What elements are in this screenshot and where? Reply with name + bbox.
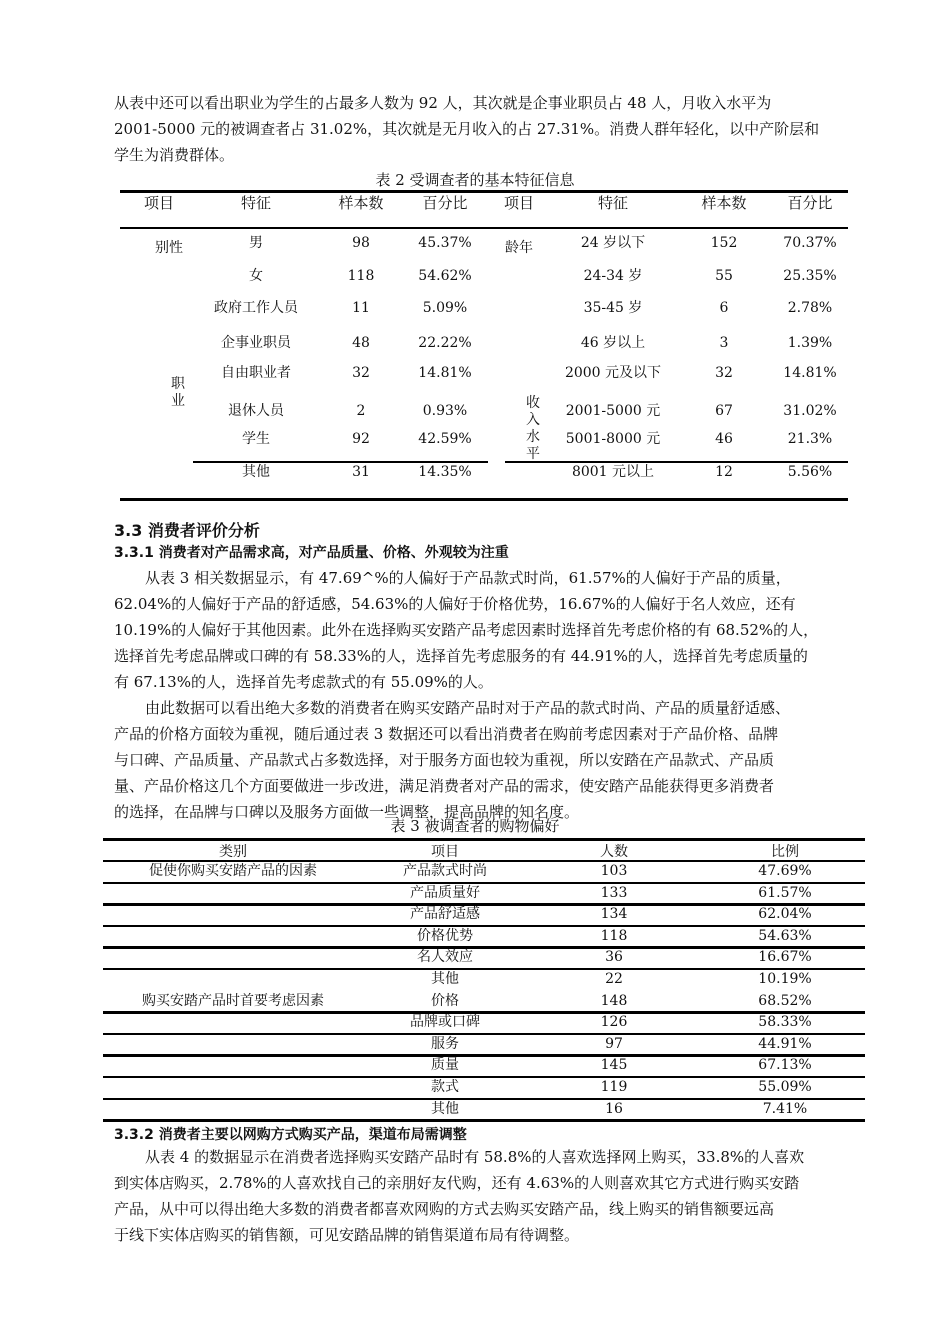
table3-cell: 119 bbox=[600, 1079, 628, 1095]
text-line: 有 67.13%的人，选择首先考虑款式的有 55.09%的人。 bbox=[114, 673, 493, 691]
table2-cell: 2001-5000 元 bbox=[565, 403, 661, 419]
table2-cell: 152 bbox=[710, 235, 738, 251]
table2-header: 项目 bbox=[503, 194, 535, 212]
text-line: 产品，从中可以得出绝大多数的消费者都喜欢网购的方式去购买安踏产品，线上购买的销售额要远高 bbox=[114, 1200, 775, 1218]
table3-cell: 67.13% bbox=[758, 1057, 812, 1074]
table2-cell: 98 bbox=[352, 235, 370, 251]
table2-group-income: 收入水平 bbox=[526, 395, 540, 462]
table2-cell: 32 bbox=[715, 365, 733, 381]
table2-cell: 45.37% bbox=[418, 235, 472, 251]
table-rule bbox=[103, 925, 865, 928]
table3-header: 人数 bbox=[600, 844, 628, 860]
table2-cell: 2.78% bbox=[787, 300, 833, 316]
table2-header: 特征 bbox=[240, 194, 272, 212]
table2-cell: 14.81% bbox=[418, 365, 472, 381]
section-3-3-2-paragraph bbox=[114, 1144, 854, 1248]
table2-cell: 42.59% bbox=[418, 431, 472, 447]
table2-cell: 31 bbox=[352, 464, 370, 480]
table3-cell: 44.91% bbox=[758, 1035, 812, 1052]
table3-cell: 145 bbox=[600, 1057, 628, 1074]
table2-cell: 12 bbox=[715, 464, 733, 480]
text-line: 从表中还可以看出职业为学生的占最多人数为 92 人，其次就是企事业职员占 48 人，月收入水平为 bbox=[114, 94, 772, 112]
table2-cell: 118 bbox=[347, 268, 375, 284]
table3-cell: 36 bbox=[605, 949, 623, 966]
table2-cell: 14.81% bbox=[783, 365, 837, 381]
table-rule bbox=[103, 838, 865, 841]
table3-header: 类别 bbox=[219, 844, 247, 860]
table2-cell: 1.39% bbox=[787, 335, 833, 351]
table-rule bbox=[103, 1098, 865, 1101]
table-rule bbox=[103, 1033, 865, 1036]
table2-cell: 学生 bbox=[242, 431, 270, 447]
table3-cell: 68.52% bbox=[758, 992, 812, 1009]
table-rule bbox=[193, 461, 488, 463]
table2-cell: 31.02% bbox=[783, 403, 837, 419]
table2-cell: 67 bbox=[715, 403, 733, 419]
table2-header: 样本数 bbox=[338, 194, 384, 212]
table3-header: 比例 bbox=[771, 844, 799, 860]
table-rule bbox=[103, 1011, 865, 1014]
table2-cell: 8001 元以上 bbox=[571, 464, 655, 480]
table3-cell: 58.33% bbox=[758, 1014, 812, 1031]
table2-cell: 22.22% bbox=[418, 335, 472, 351]
table2-cell: 5.56% bbox=[787, 464, 833, 480]
table3-cell: 其他 bbox=[431, 1100, 459, 1117]
table3-caption: 表 3 被调查者的购物偏好 bbox=[390, 817, 560, 835]
table2-header: 特征 bbox=[597, 194, 629, 212]
section-3-3-heading: 3.3 消费者评价分析 bbox=[114, 521, 260, 540]
text-line: 2001-5000 元的被调查者占 31.02%，其次就是无月收入的占 27.31%。消费人群年轻化，以中产阶层和 bbox=[114, 120, 820, 138]
table3-cell: 103 bbox=[600, 863, 628, 879]
intro-paragraph bbox=[114, 90, 854, 168]
table3-cell: 118 bbox=[600, 927, 628, 944]
table3-cell: 产品舒适感 bbox=[410, 906, 480, 923]
text-line: 62.04%的人偏好于产品的舒适感，54.63%的人偏好于价格优势，16.67%的人偏好于名人效应，还有 bbox=[114, 595, 796, 613]
section-3-3-1-heading: 3.3.1 消费者对产品需求高，对产品质量、价格、外观较为注重 bbox=[114, 545, 509, 561]
table3-cell: 品牌或口碑 bbox=[410, 1014, 480, 1031]
table-rule bbox=[120, 498, 848, 501]
table3-cell: 款式 bbox=[431, 1079, 459, 1095]
table3-cell: 产品质量好 bbox=[410, 884, 480, 901]
table3-cell: 名人效应 bbox=[417, 949, 473, 966]
text-line: 与口碑、产品质量、产品款式占多数选择，对于服务方面也较为重视，所以安踏在产品款式、产品质 bbox=[114, 751, 775, 769]
table2-cell: 25.35% bbox=[783, 268, 837, 284]
table3-cell: 7.41% bbox=[762, 1100, 808, 1117]
text-line: 产品的价格方面较为重视，随后通过表 3 数据还可以看出消费者在购前考虑因素对于产品价格、品牌 bbox=[114, 725, 779, 743]
table2-cell: 54.62% bbox=[418, 268, 472, 284]
table2-cell: 14.35% bbox=[418, 464, 472, 480]
table2-cell: 男 bbox=[249, 235, 263, 251]
table3-cell: 55.09% bbox=[758, 1079, 812, 1095]
table3-cell: 价格 bbox=[431, 992, 459, 1009]
table2-header: 项目 bbox=[143, 194, 175, 212]
table-rule bbox=[103, 1076, 865, 1079]
table2-cell: 48 bbox=[352, 335, 370, 351]
text-line: 由此数据可以看出绝大多数的消费者在购买安踏产品时对于产品的款式时尚、产品的质量舒适感、 bbox=[145, 699, 791, 717]
text-line: 的选择，在品牌与口碑以及服务方面做一些调整，提高品牌的知名度。 bbox=[114, 803, 580, 821]
table-rule bbox=[103, 1119, 865, 1122]
table2-cell: 24-34 岁 bbox=[583, 268, 643, 284]
section-3-3-1-paragraph-1 bbox=[114, 565, 854, 695]
table3-cell: 47.69% bbox=[758, 863, 812, 879]
table2-cell: 32 bbox=[352, 365, 370, 381]
table2-cell: 92 bbox=[352, 431, 370, 447]
text-line: 从表 4 的数据显示在消费者选择购买安踏产品时有 58.8%的人喜欢选择网上购买，33.8%的人喜欢 bbox=[145, 1148, 805, 1166]
table2-cell: 21.3% bbox=[787, 431, 833, 447]
table3-cell: 质量 bbox=[431, 1057, 459, 1074]
table2-cell: 0.93% bbox=[422, 403, 468, 419]
table2-cell: 2000 元及以下 bbox=[564, 365, 662, 381]
text-line: 选择首先考虑品牌或口碑的有 58.33%的人，选择首先考虑服务的有 44.91%的人，选择首先考虑质量的 bbox=[114, 647, 808, 665]
table2-cell: 70.37% bbox=[783, 235, 837, 251]
table3-cell: 其他 bbox=[431, 971, 459, 987]
table3-cell: 133 bbox=[600, 884, 628, 901]
table2-cell: 女 bbox=[249, 268, 263, 284]
table2-cell: 35-45 岁 bbox=[583, 300, 643, 316]
table3-cell: 促使你购买安踏产品的因素 bbox=[149, 863, 317, 879]
table2-cell: 2 bbox=[356, 403, 366, 419]
table3-cell: 22 bbox=[605, 971, 623, 987]
table-rule bbox=[103, 968, 865, 971]
table3-cell: 134 bbox=[600, 906, 628, 923]
table2-group-age: 龄年 bbox=[505, 240, 533, 256]
table2-cell: 6 bbox=[719, 300, 729, 316]
table2-cell: 自由职业者 bbox=[221, 365, 291, 381]
table-rule bbox=[103, 1054, 865, 1057]
table2-group-occupation: 职业 bbox=[171, 376, 185, 409]
section-3-3-2-heading: 3.3.2 消费者主要以网购方式购买产品，渠道布局需调整 bbox=[114, 1127, 467, 1143]
text-line: 于线下实体店购买的销售额，可见安踏品牌的销售渠道布局有待调整。 bbox=[114, 1226, 580, 1244]
table-rule bbox=[505, 461, 848, 463]
table2-cell: 55 bbox=[715, 268, 733, 284]
table2-cell: 企事业职员 bbox=[221, 335, 291, 351]
table3-cell: 61.57% bbox=[758, 884, 812, 901]
table2-cell: 5001-8000 元 bbox=[565, 431, 661, 447]
table3-cell: 54.63% bbox=[758, 927, 812, 944]
table2-cell: 退休人员 bbox=[228, 403, 284, 419]
table2-header: 样本数 bbox=[701, 194, 747, 212]
table3-header: 项目 bbox=[431, 844, 459, 860]
table2-header: 百分比 bbox=[422, 194, 468, 212]
table-rule bbox=[103, 882, 865, 885]
table3-cell: 62.04% bbox=[758, 906, 812, 923]
table3-cell: 126 bbox=[600, 1014, 628, 1031]
table-rule bbox=[103, 903, 865, 906]
table3-cell: 148 bbox=[600, 992, 628, 1009]
table2-cell: 5.09% bbox=[422, 300, 468, 316]
table2-group-gender: 别性 bbox=[155, 240, 183, 256]
table2-cell: 11 bbox=[352, 300, 370, 316]
text-line: 从表 3 相关数据显示，有 47.69^%的人偏好于产品款式时尚，61.57%的人偏好于产品的质量， bbox=[145, 569, 791, 587]
table3-cell: 16.67% bbox=[758, 949, 812, 966]
table-rule bbox=[120, 190, 848, 193]
table2-cell: 3 bbox=[719, 335, 729, 351]
table-rule bbox=[120, 227, 848, 229]
text-line: 量、产品价格这几个方面要做进一步改进，满足消费者对产品的需求，使安踏产品能获得更多消费者 bbox=[114, 777, 775, 795]
table2-header: 百分比 bbox=[787, 194, 833, 212]
table3-cell: 价格优势 bbox=[417, 927, 473, 944]
section-3-3-1-paragraph-2 bbox=[114, 695, 854, 825]
table2-cell: 24 岁以下 bbox=[580, 235, 646, 251]
table2-cell: 46 bbox=[715, 431, 733, 447]
text-line: 10.19%的人偏好于其他因素。此外在选择购买安踏产品考虑因素时选择首先考虑价格的有 68.52%的人， bbox=[114, 621, 819, 639]
table3-cell: 97 bbox=[605, 1035, 623, 1052]
text-line: 到实体店购买，2.78%的人喜欢找自己的亲朋好友代购，还有 4.63%的人则喜欢其它方式进行购买安踏 bbox=[114, 1174, 800, 1192]
table3-cell: 产品款式时尚 bbox=[403, 863, 487, 879]
table2-cell: 政府工作人员 bbox=[214, 300, 298, 316]
table2-cell: 46 岁以上 bbox=[580, 335, 646, 351]
table3-cell: 购买安踏产品时首要考虑因素 bbox=[142, 992, 324, 1009]
table-rule bbox=[103, 946, 865, 949]
table3-cell: 10.19% bbox=[758, 971, 812, 987]
text-line: 学生为消费群体。 bbox=[114, 146, 235, 164]
table2-caption: 表 2 受调查者的基本特征信息 bbox=[375, 171, 575, 189]
table3-cell: 服务 bbox=[431, 1035, 459, 1052]
table2-cell: 其他 bbox=[242, 464, 270, 480]
table3-cell: 16 bbox=[605, 1100, 623, 1117]
